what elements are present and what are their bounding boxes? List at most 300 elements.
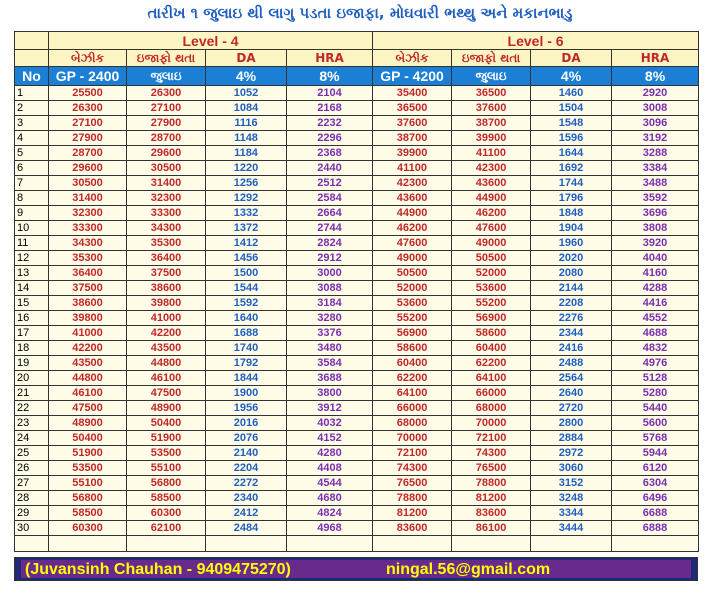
l6-da: 1796 (531, 191, 612, 206)
l4-da: 2016 (206, 416, 287, 431)
blank-cell (452, 536, 531, 552)
l4-hra: 2824 (287, 236, 373, 251)
level-4-label: Level - 4 (49, 32, 373, 50)
l4-increment: 35300 (127, 236, 206, 251)
l4-hra: 2440 (287, 161, 373, 176)
l6-basic: 56900 (373, 326, 452, 341)
table-row (15, 341, 699, 356)
l6-hra: 3288 (612, 146, 699, 161)
l4-hra: 4152 (287, 431, 373, 446)
l6-hra: 4552 (612, 311, 699, 326)
l4-basic: 31400 (49, 191, 127, 206)
l4-hra: 3088 (287, 281, 373, 296)
l4-increment: 58500 (127, 491, 206, 506)
table-row (15, 86, 699, 101)
l4-basic: 26300 (49, 101, 127, 116)
l6-increment: 64100 (452, 371, 531, 386)
l4-basic: 56800 (49, 491, 127, 506)
l4-da-header: DA (206, 50, 287, 67)
l4-da: 1412 (206, 236, 287, 251)
author-contact: (Juvansinh Chauhan - 9409475270) (25, 561, 291, 578)
l6-da: 2020 (531, 251, 612, 266)
l6-hra: 4832 (612, 341, 699, 356)
l6-increment: 62200 (452, 356, 531, 371)
l4-increment: 47500 (127, 386, 206, 401)
level-6-label: Level - 6 (373, 32, 699, 50)
l6-increment: 38700 (452, 116, 531, 131)
l6-increment: 78800 (452, 476, 531, 491)
l6-hra: 3488 (612, 176, 699, 191)
l6-da: 1848 (531, 206, 612, 221)
l6-basic: 43600 (373, 191, 452, 206)
table-row (15, 446, 699, 461)
l6-basic: 72100 (373, 446, 452, 461)
l6-hra: 5280 (612, 386, 699, 401)
l6-hra: 3920 (612, 236, 699, 251)
l4-hra: 2664 (287, 206, 373, 221)
l6-da: 1596 (531, 131, 612, 146)
l4-increment: 37500 (127, 266, 206, 281)
table-row (15, 371, 699, 386)
l6-da: 1644 (531, 146, 612, 161)
row-number: 7 (15, 176, 49, 191)
l4-month: જુલાઇ (127, 67, 206, 86)
l4-increment: 48900 (127, 401, 206, 416)
l6-increment: 50500 (452, 251, 531, 266)
l6-hra: 6888 (612, 521, 699, 536)
l4-basic: 39800 (49, 311, 127, 326)
l6-basic: 49000 (373, 251, 452, 266)
l4-basic: 29600 (49, 161, 127, 176)
l6-da: 2416 (531, 341, 612, 356)
blank-cell (15, 536, 49, 552)
l4-da: 1500 (206, 266, 287, 281)
l4-hra: 4408 (287, 461, 373, 476)
l4-da: 1148 (206, 131, 287, 146)
l6-basic: 35400 (373, 86, 452, 101)
l6-hra: 6688 (612, 506, 699, 521)
l4-da: 1640 (206, 311, 287, 326)
l4-da: 1456 (206, 251, 287, 266)
table-row (15, 416, 699, 431)
l6-basic: 37600 (373, 116, 452, 131)
l6-da: 1548 (531, 116, 612, 131)
row-number: 3 (15, 116, 49, 131)
l4-basic: 51900 (49, 446, 127, 461)
l6-da: 2144 (531, 281, 612, 296)
row-number: 25 (15, 446, 49, 461)
row-number: 18 (15, 341, 49, 356)
l4-increment: 34300 (127, 221, 206, 236)
table-row (15, 506, 699, 521)
l4-increment: 33300 (127, 206, 206, 221)
l6-increment: 46200 (452, 206, 531, 221)
blank-cell (49, 536, 127, 552)
l4-da: 1956 (206, 401, 287, 416)
l4-da: 1084 (206, 101, 287, 116)
l6-hra: 6304 (612, 476, 699, 491)
row-number: 30 (15, 521, 49, 536)
l6-increment: 42300 (452, 161, 531, 176)
l4-increment: 31400 (127, 176, 206, 191)
l6-increment: 36500 (452, 86, 531, 101)
l4-da: 1116 (206, 116, 287, 131)
row-number: 29 (15, 506, 49, 521)
l6-gp: GP - 4200 (373, 67, 452, 86)
l6-hra: 4976 (612, 356, 699, 371)
l6-hra: 3696 (612, 206, 699, 221)
l6-basic: 55200 (373, 311, 452, 326)
row-number: 11 (15, 236, 49, 251)
l6-increment: 47600 (452, 221, 531, 236)
l4-da: 1688 (206, 326, 287, 341)
l6-da: 3152 (531, 476, 612, 491)
table-row (15, 461, 699, 476)
l6-basic: 60400 (373, 356, 452, 371)
l4-hra: 4968 (287, 521, 373, 536)
row-number: 13 (15, 266, 49, 281)
l4-da: 2076 (206, 431, 287, 446)
l6-basic: 36500 (373, 101, 452, 116)
blank-cell (612, 536, 699, 552)
l6-hra: 5600 (612, 416, 699, 431)
l4-hra: 2744 (287, 221, 373, 236)
table-row (15, 491, 699, 506)
l4-basic: 36400 (49, 266, 127, 281)
l4-hra: 4280 (287, 446, 373, 461)
l6-da: 3444 (531, 521, 612, 536)
l4-increment: 29600 (127, 146, 206, 161)
l6-basic: 78800 (373, 491, 452, 506)
l4-da: 1292 (206, 191, 287, 206)
row-number: 9 (15, 206, 49, 221)
l4-hra-header: HRA (287, 50, 373, 67)
l6-increment: 83600 (452, 506, 531, 521)
l4-hra: 2232 (287, 116, 373, 131)
table-row (15, 296, 699, 311)
l4-basic: 42200 (49, 341, 127, 356)
l4-basic: 44800 (49, 371, 127, 386)
l4-da: 1792 (206, 356, 287, 371)
l4-da: 1256 (206, 176, 287, 191)
l6-da: 2208 (531, 296, 612, 311)
l4-da: 1740 (206, 341, 287, 356)
no-header: No (15, 67, 49, 86)
l6-da: 3060 (531, 461, 612, 476)
l4-increment: 36400 (127, 251, 206, 266)
row-number: 14 (15, 281, 49, 296)
row-number: 15 (15, 296, 49, 311)
l6-increment: 49000 (452, 236, 531, 251)
l6-basic: 76500 (373, 476, 452, 491)
l6-basic: 52000 (373, 281, 452, 296)
l4-hra: 2512 (287, 176, 373, 191)
l6-basic: 47600 (373, 236, 452, 251)
row-number: 27 (15, 476, 49, 491)
l4-basic: 28700 (49, 146, 127, 161)
l4-increment: 41000 (127, 311, 206, 326)
l6-basic: 58600 (373, 341, 452, 356)
l6-increment: 44900 (452, 191, 531, 206)
l4-hra: 4544 (287, 476, 373, 491)
l4-da: 1052 (206, 86, 287, 101)
l4-increment: 53500 (127, 446, 206, 461)
l6-da: 3344 (531, 506, 612, 521)
l4-da: 1372 (206, 221, 287, 236)
l4-increment: 46100 (127, 371, 206, 386)
l6-da: 3248 (531, 491, 612, 506)
l4-da: 1900 (206, 386, 287, 401)
l6-increment: 72100 (452, 431, 531, 446)
row-number: 8 (15, 191, 49, 206)
l4-basic: 46100 (49, 386, 127, 401)
l4-da: 1220 (206, 161, 287, 176)
blank-cell (531, 536, 612, 552)
l4-basic: 35300 (49, 251, 127, 266)
l4-increment-header: ઇજાફો થતા (127, 50, 206, 67)
l4-hra: 3800 (287, 386, 373, 401)
l6-hra: 2920 (612, 86, 699, 101)
l6-hra: 4040 (612, 251, 699, 266)
page-title: તારીખ ૧ જુલાઇ થી લાગુ પડતા ઇજાફા, મોઘવારી ભથ્થુ અને મકાનભાડુ (147, 4, 573, 22)
l6-increment: 86100 (452, 521, 531, 536)
l4-increment: 32300 (127, 191, 206, 206)
l6-basic: 44900 (373, 206, 452, 221)
row-number: 6 (15, 161, 49, 176)
l4-basic: 47500 (49, 401, 127, 416)
l6-basic: 74300 (373, 461, 452, 476)
l6-hra: 4288 (612, 281, 699, 296)
row-number: 10 (15, 221, 49, 236)
l4-hra: 3584 (287, 356, 373, 371)
l6-hra: 3096 (612, 116, 699, 131)
l4-da: 2340 (206, 491, 287, 506)
l6-hra: 3384 (612, 161, 699, 176)
l6-da: 1960 (531, 236, 612, 251)
row-number: 24 (15, 431, 49, 446)
l4-hra: 3000 (287, 266, 373, 281)
l4-da: 2412 (206, 506, 287, 521)
l4-hra: 3688 (287, 371, 373, 386)
table-row (15, 431, 699, 446)
l6-da: 2884 (531, 431, 612, 446)
l6-increment: 55200 (452, 296, 531, 311)
table-row (15, 221, 699, 236)
l6-basic: 70000 (373, 431, 452, 446)
l4-hra: 2104 (287, 86, 373, 101)
l4-da: 2272 (206, 476, 287, 491)
l6-hra: 3008 (612, 101, 699, 116)
l4-basic: 53500 (49, 461, 127, 476)
table-row (15, 251, 699, 266)
l6-basic: 41100 (373, 161, 452, 176)
l6-increment: 56900 (452, 311, 531, 326)
l4-increment: 39800 (127, 296, 206, 311)
l4-increment: 26300 (127, 86, 206, 101)
l6-increment: 81200 (452, 491, 531, 506)
l4-basic: 58500 (49, 506, 127, 521)
row-number: 21 (15, 386, 49, 401)
row-number: 22 (15, 401, 49, 416)
l4-hra: 2368 (287, 146, 373, 161)
l4-hra: 2912 (287, 251, 373, 266)
l6-basic-header: બેઝીક (373, 50, 452, 67)
l6-basic: 39900 (373, 146, 452, 161)
l4-basic: 41000 (49, 326, 127, 341)
table-row (15, 161, 699, 176)
l4-da: 1592 (206, 296, 287, 311)
l6-da: 2972 (531, 446, 612, 461)
table-row (15, 116, 699, 131)
l6-month: જુલાઇ (452, 67, 531, 86)
l4-basic: 25500 (49, 86, 127, 101)
row-number: 17 (15, 326, 49, 341)
table-row (15, 236, 699, 251)
l6-hra: 4688 (612, 326, 699, 341)
l6-hra: 5944 (612, 446, 699, 461)
l6-da: 1744 (531, 176, 612, 191)
l4-increment: 43500 (127, 341, 206, 356)
l6-increment: 60400 (452, 341, 531, 356)
row-number: 19 (15, 356, 49, 371)
table-row (15, 206, 699, 221)
l6-da: 2800 (531, 416, 612, 431)
l6-increment-header: ઇજાફો થતા (452, 50, 531, 67)
l4-hra: 4032 (287, 416, 373, 431)
blank-cell (206, 536, 287, 552)
l4-hra: 3480 (287, 341, 373, 356)
l6-hra: 6120 (612, 461, 699, 476)
l4-da: 2204 (206, 461, 287, 476)
l4-increment: 28700 (127, 131, 206, 146)
l6-basic: 81200 (373, 506, 452, 521)
l4-basic: 30500 (49, 176, 127, 191)
l6-hra-rate: 8% (612, 67, 699, 86)
l4-hra-rate: 8% (287, 67, 373, 86)
l4-hra: 4824 (287, 506, 373, 521)
row-number: 28 (15, 491, 49, 506)
row-number: 4 (15, 131, 49, 146)
author-email: ningal.56@gmail.com (386, 561, 551, 578)
l4-increment: 27100 (127, 101, 206, 116)
table-row (15, 176, 699, 191)
table-row (15, 521, 699, 536)
l6-hra: 4160 (612, 266, 699, 281)
l4-increment: 62100 (127, 521, 206, 536)
table-row (15, 476, 699, 491)
row-number: 5 (15, 146, 49, 161)
l6-da: 2080 (531, 266, 612, 281)
l4-da: 2484 (206, 521, 287, 536)
l4-increment: 60300 (127, 506, 206, 521)
l6-hra: 4416 (612, 296, 699, 311)
row-number: 12 (15, 251, 49, 266)
l4-hra: 2584 (287, 191, 373, 206)
l4-increment: 56800 (127, 476, 206, 491)
l6-basic: 46200 (373, 221, 452, 236)
l4-basic: 60300 (49, 521, 127, 536)
table-row (15, 326, 699, 341)
l4-gp: GP - 2400 (49, 67, 127, 86)
l6-hra: 5128 (612, 371, 699, 386)
table-row (15, 266, 699, 281)
l4-increment: 51900 (127, 431, 206, 446)
l6-hra: 3192 (612, 131, 699, 146)
table-row (15, 191, 699, 206)
table-row (15, 401, 699, 416)
blank-cell (287, 536, 373, 552)
l6-basic: 38700 (373, 131, 452, 146)
l4-hra: 2168 (287, 101, 373, 116)
l6-da-header: DA (531, 50, 612, 67)
l6-da: 2720 (531, 401, 612, 416)
l6-da-rate: 4% (531, 67, 612, 86)
l4-basic: 27100 (49, 116, 127, 131)
l6-da: 1504 (531, 101, 612, 116)
l6-basic: 62200 (373, 371, 452, 386)
l6-da: 1904 (531, 221, 612, 236)
l6-da: 2488 (531, 356, 612, 371)
blank-cell (373, 536, 452, 552)
l6-increment: 37600 (452, 101, 531, 116)
l4-increment: 55100 (127, 461, 206, 476)
table-row (15, 146, 699, 161)
blank-cell (127, 536, 206, 552)
l6-da: 1460 (531, 86, 612, 101)
l6-increment: 53600 (452, 281, 531, 296)
l6-basic: 83600 (373, 521, 452, 536)
l4-da: 1332 (206, 206, 287, 221)
table-row (15, 311, 699, 326)
table-row (15, 131, 699, 146)
l4-increment: 50400 (127, 416, 206, 431)
l6-basic: 42300 (373, 176, 452, 191)
l4-increment: 30500 (127, 161, 206, 176)
l4-da: 2140 (206, 446, 287, 461)
l6-da: 2564 (531, 371, 612, 386)
l6-increment: 66000 (452, 386, 531, 401)
l4-basic: 55100 (49, 476, 127, 491)
l4-basic: 27900 (49, 131, 127, 146)
l6-hra: 3592 (612, 191, 699, 206)
l6-increment: 76500 (452, 461, 531, 476)
table-row (15, 356, 699, 371)
table-row (15, 386, 699, 401)
l6-hra: 3808 (612, 221, 699, 236)
l4-hra: 2296 (287, 131, 373, 146)
l6-increment: 70000 (452, 416, 531, 431)
level-spacer (15, 32, 49, 50)
l4-hra: 3912 (287, 401, 373, 416)
l4-increment: 27900 (127, 116, 206, 131)
l6-increment: 41100 (452, 146, 531, 161)
row-number: 26 (15, 461, 49, 476)
l6-increment: 68000 (452, 401, 531, 416)
pay-table (14, 31, 699, 552)
row-number: 16 (15, 311, 49, 326)
l4-da: 1544 (206, 281, 287, 296)
l4-basic: 50400 (49, 431, 127, 446)
l6-basic: 64100 (373, 386, 452, 401)
l6-da: 2276 (531, 311, 612, 326)
table-row (15, 101, 699, 116)
l6-da: 1692 (531, 161, 612, 176)
header-spacer (15, 50, 49, 67)
l6-basic: 50500 (373, 266, 452, 281)
l4-basic: 32300 (49, 206, 127, 221)
l4-increment: 44800 (127, 356, 206, 371)
l4-basic: 37500 (49, 281, 127, 296)
